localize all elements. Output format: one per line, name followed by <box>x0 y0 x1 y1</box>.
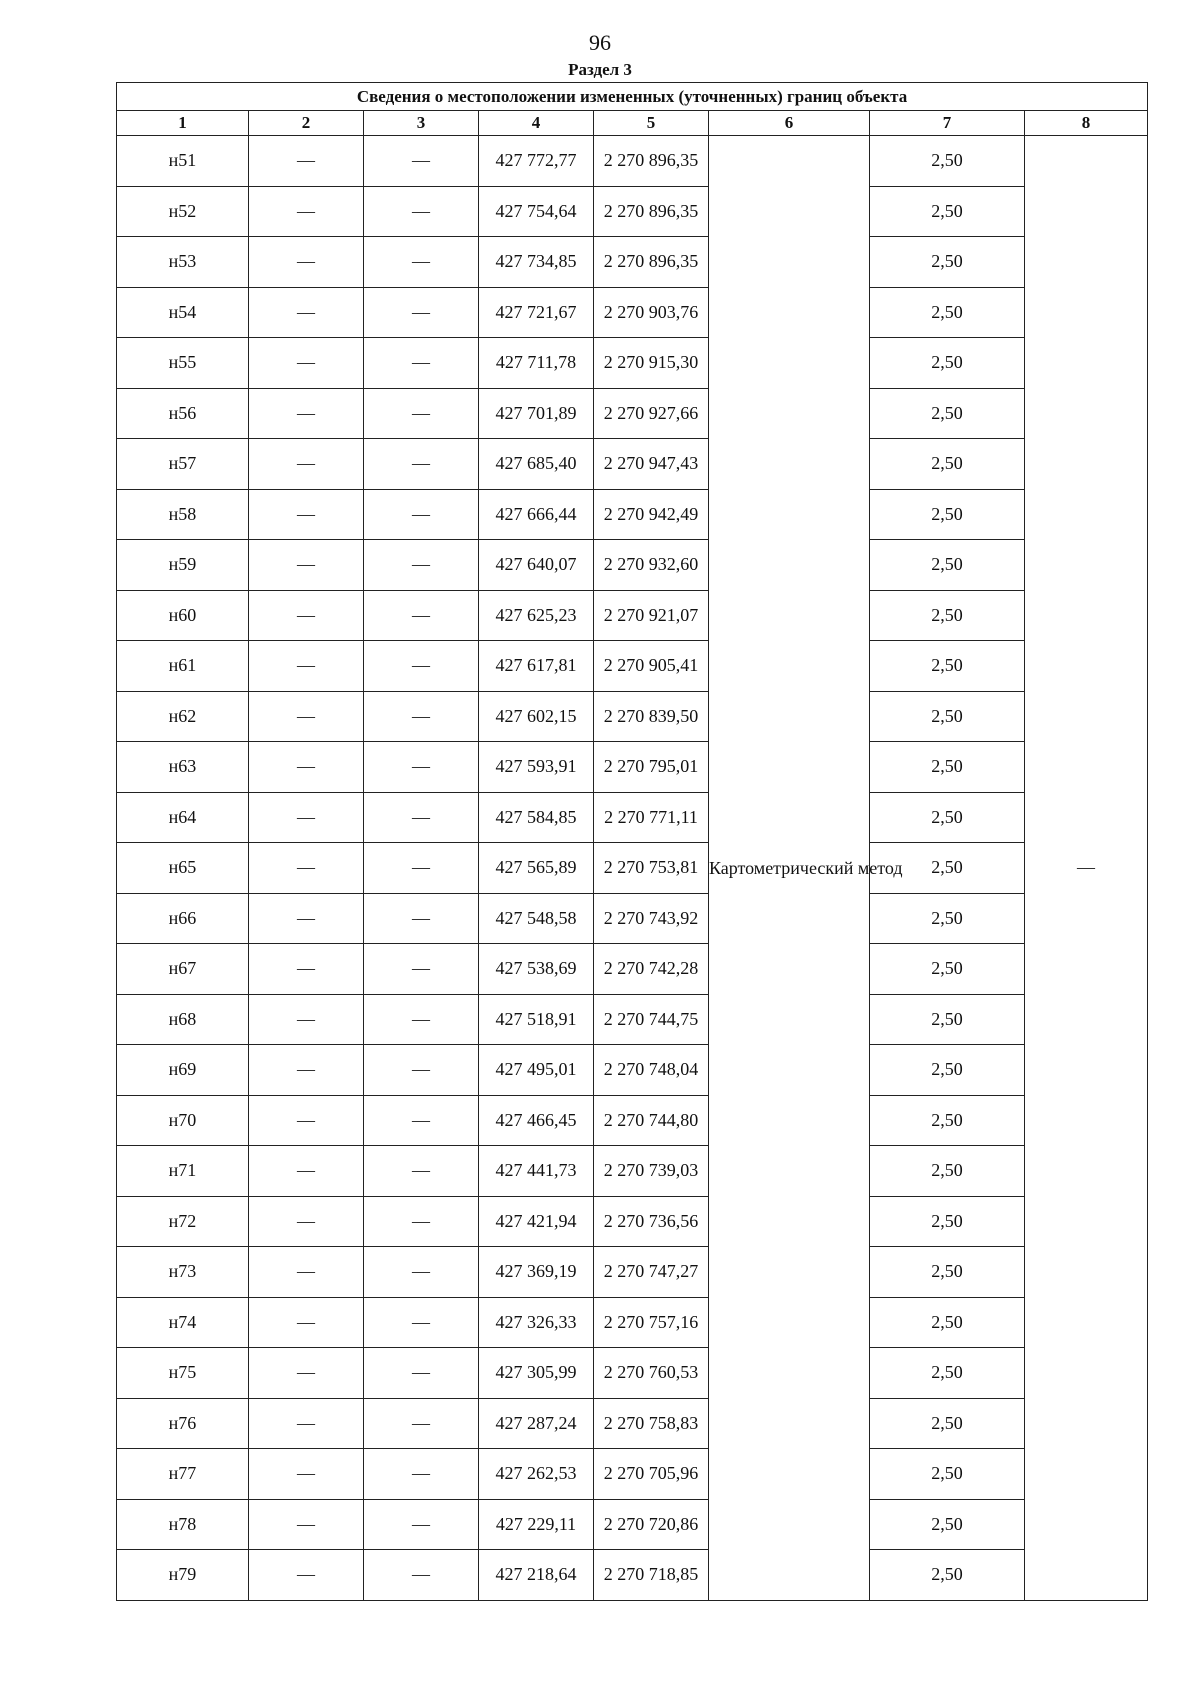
column-3-cell: — <box>364 590 479 641</box>
point-name-cell: н63 <box>117 742 249 793</box>
accuracy-cell: 2,50 <box>870 1247 1025 1298</box>
column-2-cell: — <box>249 338 364 389</box>
column-3-cell: — <box>364 338 479 389</box>
y-coordinate-cell: 2 270 896,35 <box>594 237 709 288</box>
point-name-cell: н60 <box>117 590 249 641</box>
column-3-cell: — <box>364 540 479 591</box>
y-coordinate-cell: 2 270 942,49 <box>594 489 709 540</box>
accuracy-cell: 2,50 <box>870 237 1025 288</box>
column-3-cell: — <box>364 1550 479 1601</box>
table-row <box>117 843 1148 894</box>
page-number: 96 <box>589 30 611 55</box>
x-coordinate-cell: 427 701,89 <box>479 388 594 439</box>
table-row <box>117 1146 1148 1197</box>
point-name-cell: н55 <box>117 338 249 389</box>
column-3-cell: — <box>364 641 479 692</box>
x-coordinate-cell: 427 441,73 <box>479 1146 594 1197</box>
column-3-cell: — <box>364 1247 479 1298</box>
column-3-cell: — <box>364 994 479 1045</box>
table-row <box>117 1449 1148 1500</box>
column-2-cell: — <box>249 590 364 641</box>
y-coordinate-cell: 2 270 718,85 <box>594 1550 709 1601</box>
x-coordinate-cell: 427 538,69 <box>479 944 594 995</box>
point-name-cell: н51 <box>117 136 249 187</box>
point-name-cell: н73 <box>117 1247 249 1298</box>
point-name-cell: н61 <box>117 641 249 692</box>
column-header: 1 <box>117 111 249 136</box>
table-row <box>117 994 1148 1045</box>
column-2-cell: — <box>249 691 364 742</box>
column-2-cell: — <box>249 136 364 187</box>
x-coordinate-cell: 427 584,85 <box>479 792 594 843</box>
point-name-cell: н64 <box>117 792 249 843</box>
x-coordinate-cell: 427 685,40 <box>479 439 594 490</box>
accuracy-cell: 2,50 <box>870 641 1025 692</box>
x-coordinate-cell: 427 617,81 <box>479 641 594 692</box>
y-coordinate-cell: 2 270 757,16 <box>594 1297 709 1348</box>
x-coordinate-cell: 427 229,11 <box>479 1499 594 1550</box>
y-coordinate-cell: 2 270 921,07 <box>594 590 709 641</box>
column-3-cell: — <box>364 1398 479 1449</box>
point-name-cell: н62 <box>117 691 249 742</box>
accuracy-cell: 2,50 <box>870 742 1025 793</box>
x-coordinate-cell: 427 734,85 <box>479 237 594 288</box>
table-row <box>117 439 1148 490</box>
section-title: Раздел 3 <box>568 60 632 79</box>
point-name-cell: н68 <box>117 994 249 1045</box>
column-2-cell: — <box>249 540 364 591</box>
point-name-cell: н79 <box>117 1550 249 1601</box>
y-coordinate-cell: 2 270 896,35 <box>594 136 709 187</box>
accuracy-cell: 2,50 <box>870 136 1025 187</box>
x-coordinate-cell: 427 754,64 <box>479 186 594 237</box>
table-row <box>117 540 1148 591</box>
y-coordinate-cell: 2 270 839,50 <box>594 691 709 742</box>
column-2-cell: — <box>249 1398 364 1449</box>
accuracy-cell: 2,50 <box>870 994 1025 1045</box>
accuracy-cell: 2,50 <box>870 1398 1025 1449</box>
y-coordinate-cell: 2 270 947,43 <box>594 439 709 490</box>
column-2-cell: — <box>249 893 364 944</box>
accuracy-cell: 2,50 <box>870 1499 1025 1550</box>
column-2-cell: — <box>249 186 364 237</box>
column-3-cell: — <box>364 489 479 540</box>
column-2-cell: — <box>249 1449 364 1500</box>
x-coordinate-cell: 427 326,33 <box>479 1297 594 1348</box>
point-name-cell: н71 <box>117 1146 249 1197</box>
column-2-cell: — <box>249 641 364 692</box>
y-coordinate-cell: 2 270 739,03 <box>594 1146 709 1197</box>
column-2-cell: — <box>249 237 364 288</box>
y-coordinate-cell: 2 270 736,56 <box>594 1196 709 1247</box>
point-name-cell: н57 <box>117 439 249 490</box>
table-row <box>117 1550 1148 1601</box>
point-name-cell: н58 <box>117 489 249 540</box>
accuracy-cell: 2,50 <box>870 540 1025 591</box>
column-2-cell: — <box>249 1348 364 1399</box>
accuracy-cell: 2,50 <box>870 186 1025 237</box>
column-2-cell: — <box>249 388 364 439</box>
column-header: 8 <box>1025 111 1148 136</box>
table-row <box>117 1196 1148 1247</box>
column-3-cell: — <box>364 944 479 995</box>
column-2-cell: — <box>249 1095 364 1146</box>
column-2-cell: — <box>249 287 364 338</box>
column-2-cell: — <box>249 489 364 540</box>
accuracy-cell: 2,50 <box>870 1146 1025 1197</box>
table-row <box>117 893 1148 944</box>
table-row <box>117 287 1148 338</box>
column-3-cell: — <box>364 388 479 439</box>
point-name-cell: н72 <box>117 1196 249 1247</box>
accuracy-cell: 2,50 <box>870 338 1025 389</box>
table-row <box>117 136 1148 187</box>
column-3-cell: — <box>364 186 479 237</box>
accuracy-cell: 2,50 <box>870 1348 1025 1399</box>
column-8-cell: — <box>1025 136 1148 1601</box>
coordinates-table <box>116 82 1148 1601</box>
column-2-cell: — <box>249 994 364 1045</box>
point-name-cell: н75 <box>117 1348 249 1399</box>
table-row <box>117 186 1148 237</box>
y-coordinate-cell: 2 270 795,01 <box>594 742 709 793</box>
point-name-cell: н66 <box>117 893 249 944</box>
column-3-cell: — <box>364 1348 479 1399</box>
table-row <box>117 388 1148 439</box>
accuracy-cell: 2,50 <box>870 1196 1025 1247</box>
table-row <box>117 1247 1148 1298</box>
y-coordinate-cell: 2 270 748,04 <box>594 1045 709 1096</box>
column-2-cell: — <box>249 1247 364 1298</box>
table-row <box>117 944 1148 995</box>
x-coordinate-cell: 427 565,89 <box>479 843 594 894</box>
x-coordinate-cell: 427 305,99 <box>479 1348 594 1399</box>
y-coordinate-cell: 2 270 896,35 <box>594 186 709 237</box>
y-coordinate-cell: 2 270 927,66 <box>594 388 709 439</box>
column-2-cell: — <box>249 792 364 843</box>
table-row <box>117 1499 1148 1550</box>
y-coordinate-cell: 2 270 771,11 <box>594 792 709 843</box>
accuracy-cell: 2,50 <box>870 944 1025 995</box>
column-2-cell: — <box>249 1196 364 1247</box>
x-coordinate-cell: 427 772,77 <box>479 136 594 187</box>
x-coordinate-cell: 427 421,94 <box>479 1196 594 1247</box>
point-name-cell: н53 <box>117 237 249 288</box>
y-coordinate-cell: 2 270 747,27 <box>594 1247 709 1298</box>
accuracy-cell: 2,50 <box>870 388 1025 439</box>
column-3-cell: — <box>364 1045 479 1096</box>
table-caption: Сведения о местоположении измененных (уточненных) границ объекта <box>117 83 1148 111</box>
y-coordinate-cell: 2 270 915,30 <box>594 338 709 389</box>
point-name-cell: н65 <box>117 843 249 894</box>
column-3-cell: — <box>364 843 479 894</box>
table-body <box>117 136 1148 1601</box>
point-name-cell: н54 <box>117 287 249 338</box>
accuracy-cell: 2,50 <box>870 1297 1025 1348</box>
x-coordinate-cell: 427 466,45 <box>479 1095 594 1146</box>
accuracy-cell: 2,50 <box>870 439 1025 490</box>
column-header: 3 <box>364 111 479 136</box>
point-name-cell: н59 <box>117 540 249 591</box>
column-3-cell: — <box>364 1095 479 1146</box>
accuracy-cell: 2,50 <box>870 843 1025 894</box>
y-coordinate-cell: 2 270 760,53 <box>594 1348 709 1399</box>
x-coordinate-cell: 427 262,53 <box>479 1449 594 1500</box>
column-number-row <box>117 111 1148 136</box>
point-name-cell: н76 <box>117 1398 249 1449</box>
column-2-cell: — <box>249 1045 364 1096</box>
accuracy-cell: 2,50 <box>870 1045 1025 1096</box>
table-row <box>117 1348 1148 1399</box>
column-3-cell: — <box>364 742 479 793</box>
x-coordinate-cell: 427 602,15 <box>479 691 594 742</box>
accuracy-cell: 2,50 <box>870 1449 1025 1500</box>
accuracy-cell: 2,50 <box>870 287 1025 338</box>
x-coordinate-cell: 427 369,19 <box>479 1247 594 1298</box>
column-header: 7 <box>870 111 1025 136</box>
column-2-cell: — <box>249 1499 364 1550</box>
point-name-cell: н70 <box>117 1095 249 1146</box>
point-name-cell: н69 <box>117 1045 249 1096</box>
column-2-cell: — <box>249 1146 364 1197</box>
column-3-cell: — <box>364 136 479 187</box>
table-row <box>117 792 1148 843</box>
x-coordinate-cell: 427 666,44 <box>479 489 594 540</box>
column-3-cell: — <box>364 691 479 742</box>
table-row <box>117 1095 1148 1146</box>
x-coordinate-cell: 427 495,01 <box>479 1045 594 1096</box>
y-coordinate-cell: 2 270 720,86 <box>594 1499 709 1550</box>
column-header: 5 <box>594 111 709 136</box>
y-coordinate-cell: 2 270 905,41 <box>594 641 709 692</box>
point-name-cell: н56 <box>117 388 249 439</box>
column-3-cell: — <box>364 1449 479 1500</box>
column-3-cell: — <box>364 792 479 843</box>
table-row <box>117 489 1148 540</box>
y-coordinate-cell: 2 270 932,60 <box>594 540 709 591</box>
y-coordinate-cell: 2 270 903,76 <box>594 287 709 338</box>
x-coordinate-cell: 427 593,91 <box>479 742 594 793</box>
point-name-cell: н77 <box>117 1449 249 1500</box>
accuracy-cell: 2,50 <box>870 1550 1025 1601</box>
column-3-cell: — <box>364 1297 479 1348</box>
point-name-cell: н67 <box>117 944 249 995</box>
table-row <box>117 1297 1148 1348</box>
y-coordinate-cell: 2 270 705,96 <box>594 1449 709 1500</box>
column-header: 4 <box>479 111 594 136</box>
table-row <box>117 338 1148 389</box>
x-coordinate-cell: 427 625,23 <box>479 590 594 641</box>
method-cell: Картометрический метод <box>709 136 870 1601</box>
y-coordinate-cell: 2 270 753,81 <box>594 843 709 894</box>
table-row <box>117 1398 1148 1449</box>
x-coordinate-cell: 427 640,07 <box>479 540 594 591</box>
column-3-cell: — <box>364 1499 479 1550</box>
table-row <box>117 1045 1148 1096</box>
point-name-cell: н52 <box>117 186 249 237</box>
column-2-cell: — <box>249 742 364 793</box>
column-3-cell: — <box>364 439 479 490</box>
y-coordinate-cell: 2 270 744,80 <box>594 1095 709 1146</box>
column-2-cell: — <box>249 439 364 490</box>
y-coordinate-cell: 2 270 742,28 <box>594 944 709 995</box>
point-name-cell: н74 <box>117 1297 249 1348</box>
x-coordinate-cell: 427 711,78 <box>479 338 594 389</box>
y-coordinate-cell: 2 270 758,83 <box>594 1398 709 1449</box>
table-row <box>117 691 1148 742</box>
x-coordinate-cell: 427 518,91 <box>479 994 594 1045</box>
column-3-cell: — <box>364 237 479 288</box>
x-coordinate-cell: 427 548,58 <box>479 893 594 944</box>
accuracy-cell: 2,50 <box>870 691 1025 742</box>
table-row <box>117 237 1148 288</box>
x-coordinate-cell: 427 218,64 <box>479 1550 594 1601</box>
column-2-cell: — <box>249 1550 364 1601</box>
column-3-cell: — <box>364 893 479 944</box>
column-2-cell: — <box>249 1297 364 1348</box>
column-header: 2 <box>249 111 364 136</box>
table-row <box>117 641 1148 692</box>
y-coordinate-cell: 2 270 743,92 <box>594 893 709 944</box>
table-row <box>117 742 1148 793</box>
accuracy-cell: 2,50 <box>870 893 1025 944</box>
accuracy-cell: 2,50 <box>870 489 1025 540</box>
column-2-cell: — <box>249 843 364 894</box>
column-3-cell: — <box>364 1146 479 1197</box>
accuracy-cell: 2,50 <box>870 1095 1025 1146</box>
column-3-cell: — <box>364 1196 479 1247</box>
x-coordinate-cell: 427 287,24 <box>479 1398 594 1449</box>
x-coordinate-cell: 427 721,67 <box>479 287 594 338</box>
accuracy-cell: 2,50 <box>870 792 1025 843</box>
column-2-cell: — <box>249 944 364 995</box>
y-coordinate-cell: 2 270 744,75 <box>594 994 709 1045</box>
accuracy-cell: 2,50 <box>870 590 1025 641</box>
column-3-cell: — <box>364 287 479 338</box>
table-row <box>117 590 1148 641</box>
point-name-cell: н78 <box>117 1499 249 1550</box>
column-header: 6 <box>709 111 870 136</box>
